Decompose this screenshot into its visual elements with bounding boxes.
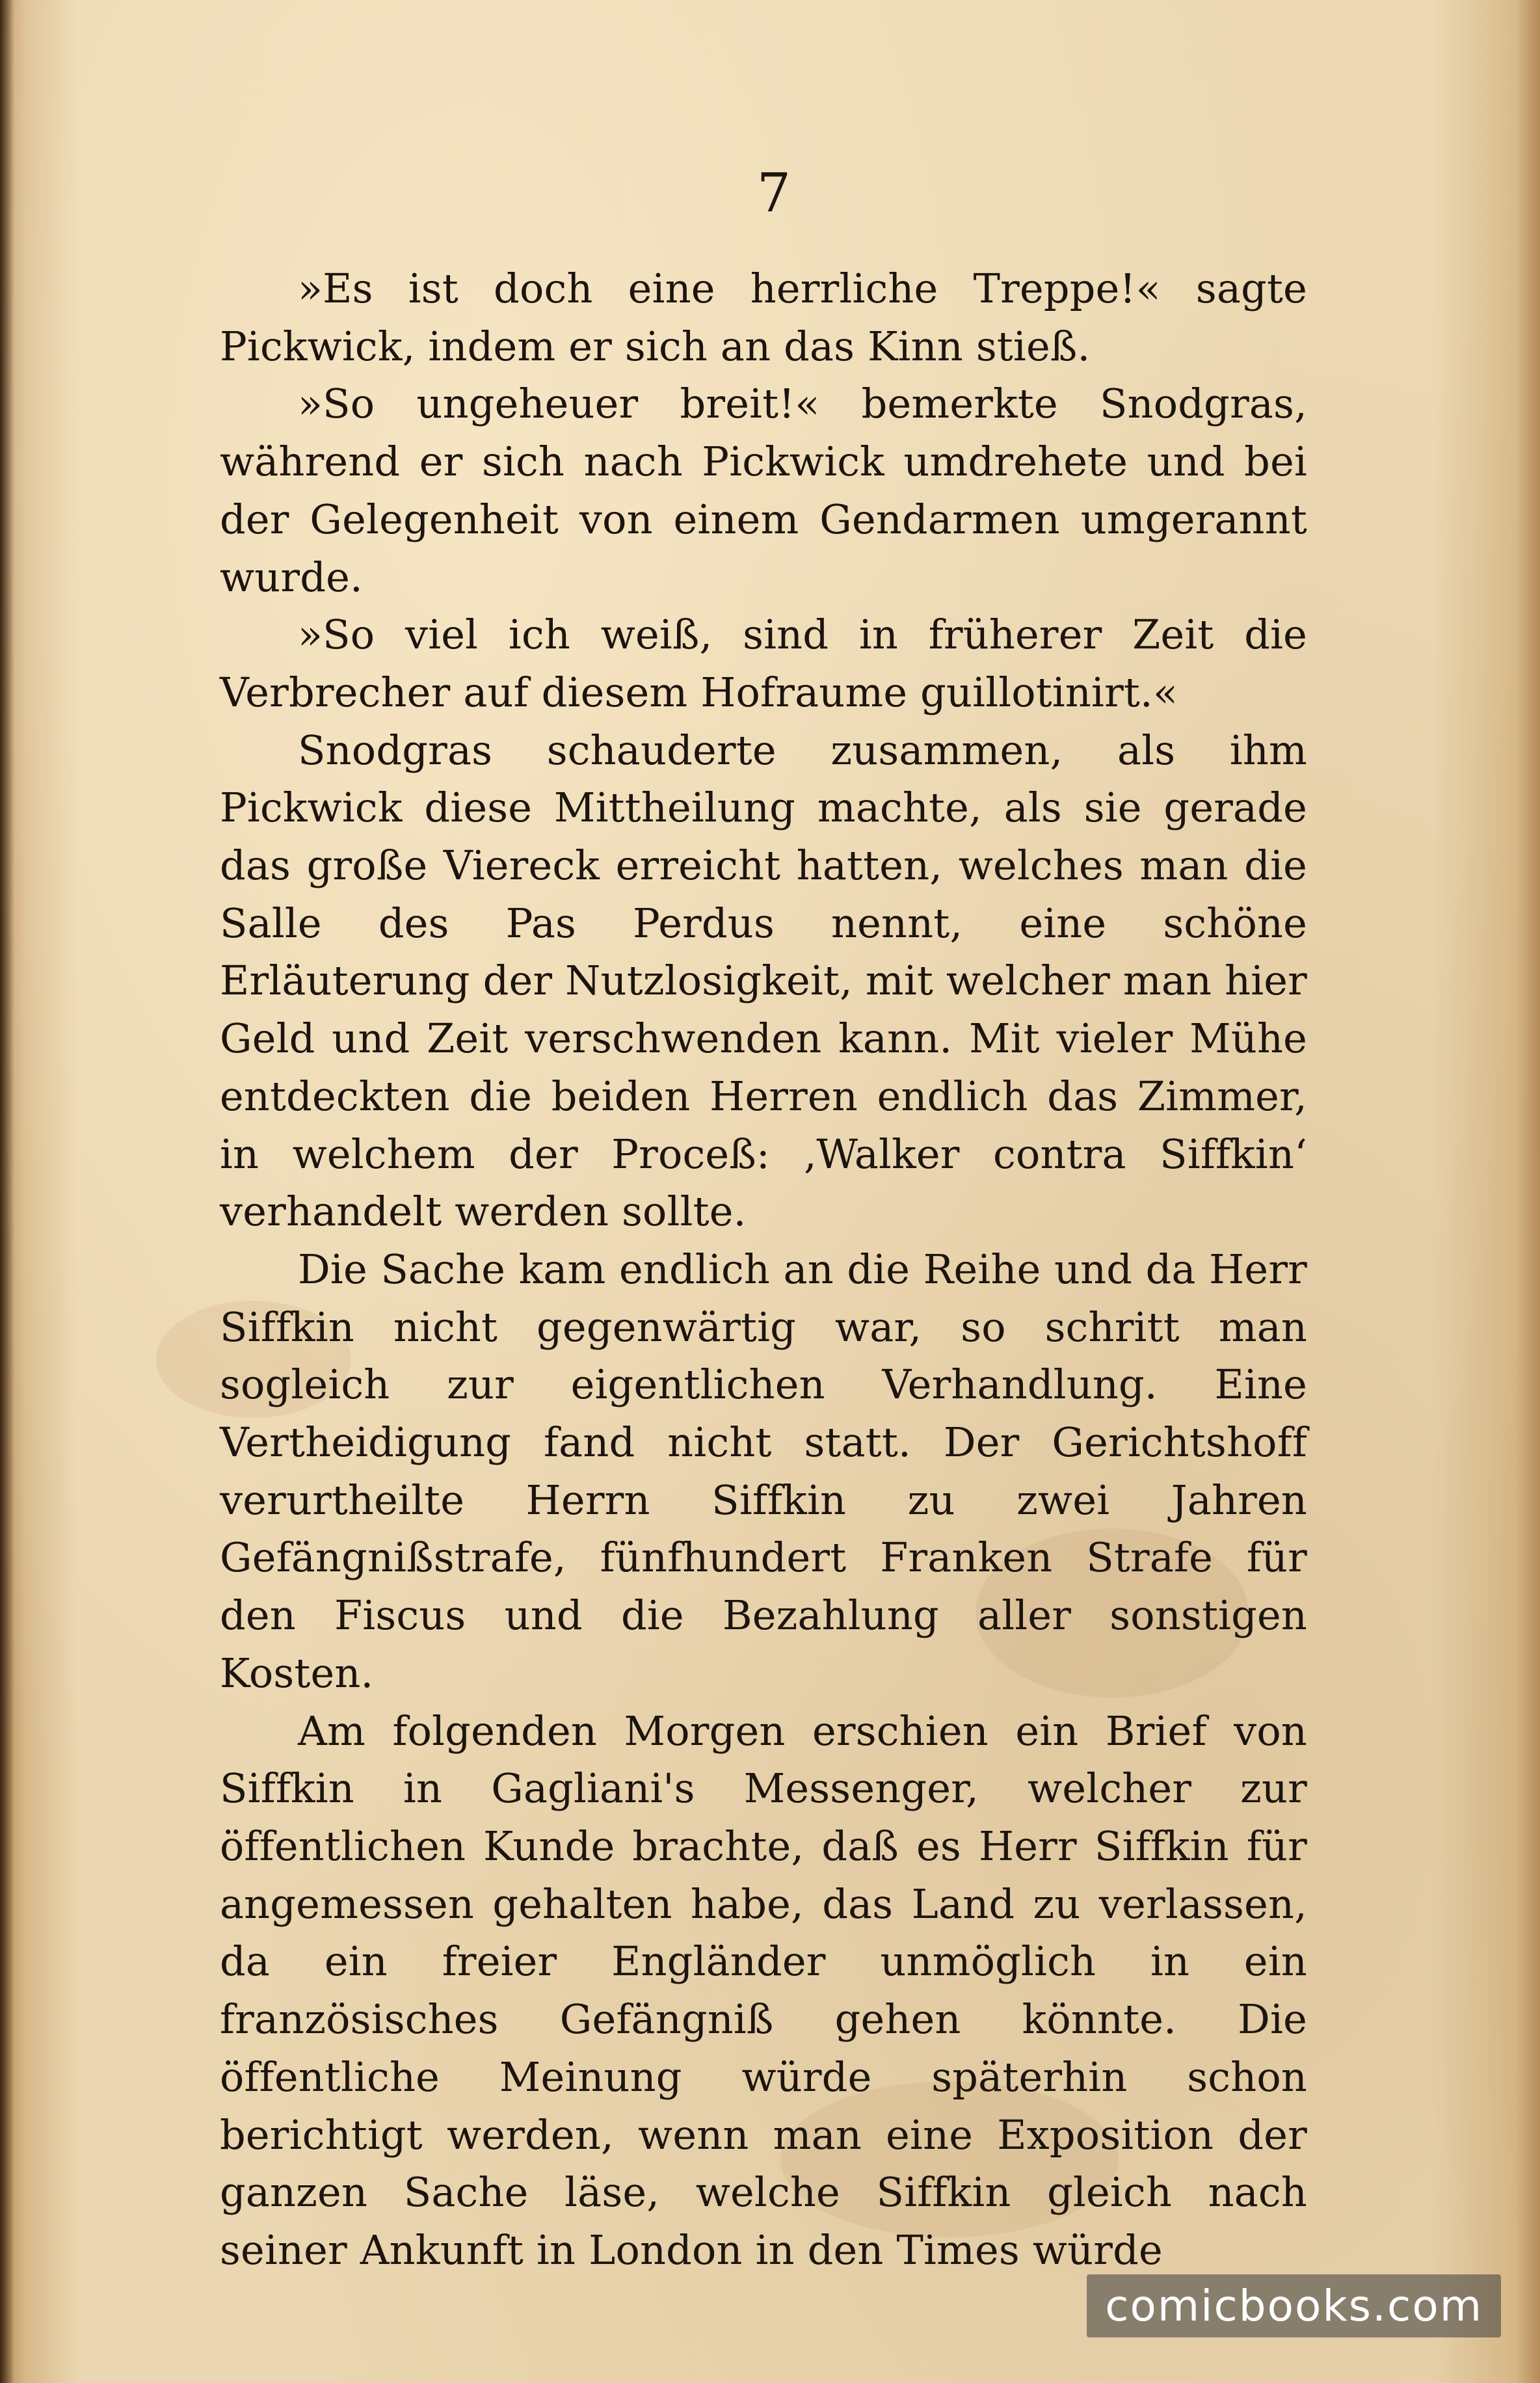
paragraph: Am folgenden Morgen erschien ein Brief von Siffkin in Gagliani's Messenger, welcher zur öffentlichen Kunde brachte, daß es Herr Siffkin für angemessen gehalten habe, das Land zu verlassen, da ein freier Engländer unmöglich in ein französisches Gefängniß gehen könnte. Die öffentliche Meinung würde späterhin schon berichtigt werden, wenn man eine Exposition der ganzen Sache läse, welche Siffkin gleich nach seiner Ankunft in London in den Times würde bbox=[220, 1707, 1307, 2274]
paragraph: »So viel ich weiß, sind in früherer Zeit die Verbrecher auf diesem Hofraume guillotinirt.« bbox=[220, 611, 1307, 716]
page-number: 7 bbox=[756, 163, 791, 224]
paragraph: »Es ist doch eine herrliche Treppe!« sagte Pickwick, indem er sich an das Kinn stieß. bbox=[220, 265, 1307, 370]
watermark: comicbooks.com bbox=[1087, 2274, 1501, 2337]
spine-shadow bbox=[0, 0, 14, 2383]
paragraph: »So ungeheuer breit!« bemerkte Snodgras, während er sich nach Pickwick umdrehete und bei der Gelegenheit von einem Gendarmen umgerannt wurde. bbox=[220, 380, 1307, 601]
paragraph: Die Sache kam endlich an die Reihe und da Herr Siffkin nicht gegenwärtig war, so schritt man sogleich zur eigentlichen Verhandlung. Eine Vertheidigung fand nicht statt. Der Gerichtshoff verurtheilte Herrn Siffkin zu zwei Jahren Gefängnißstrafe, fünfhundert Franken Strafe für den Fiscus und die Bezahlung aller sonstigen Kosten. bbox=[220, 1245, 1307, 1697]
paragraph: Snodgras schauderte zusammen, als ihm Pickwick diese Mittheilung machte, als sie gerade das große Viereck erreicht hatten, welches man die Salle des Pas Perdus nennt, eine schöne Erläuterung der Nutzlosigkeit, mit welcher man hier Geld und Zeit verschwenden kann. Mit vieler Mühe entdeckten die beiden Herren endlich das Zimmer, in welchem der Proceß: ‚Walker contra Siffkin‘ verhandelt werden sollte. bbox=[220, 726, 1307, 1236]
body-text bbox=[220, 260, 1307, 2280]
